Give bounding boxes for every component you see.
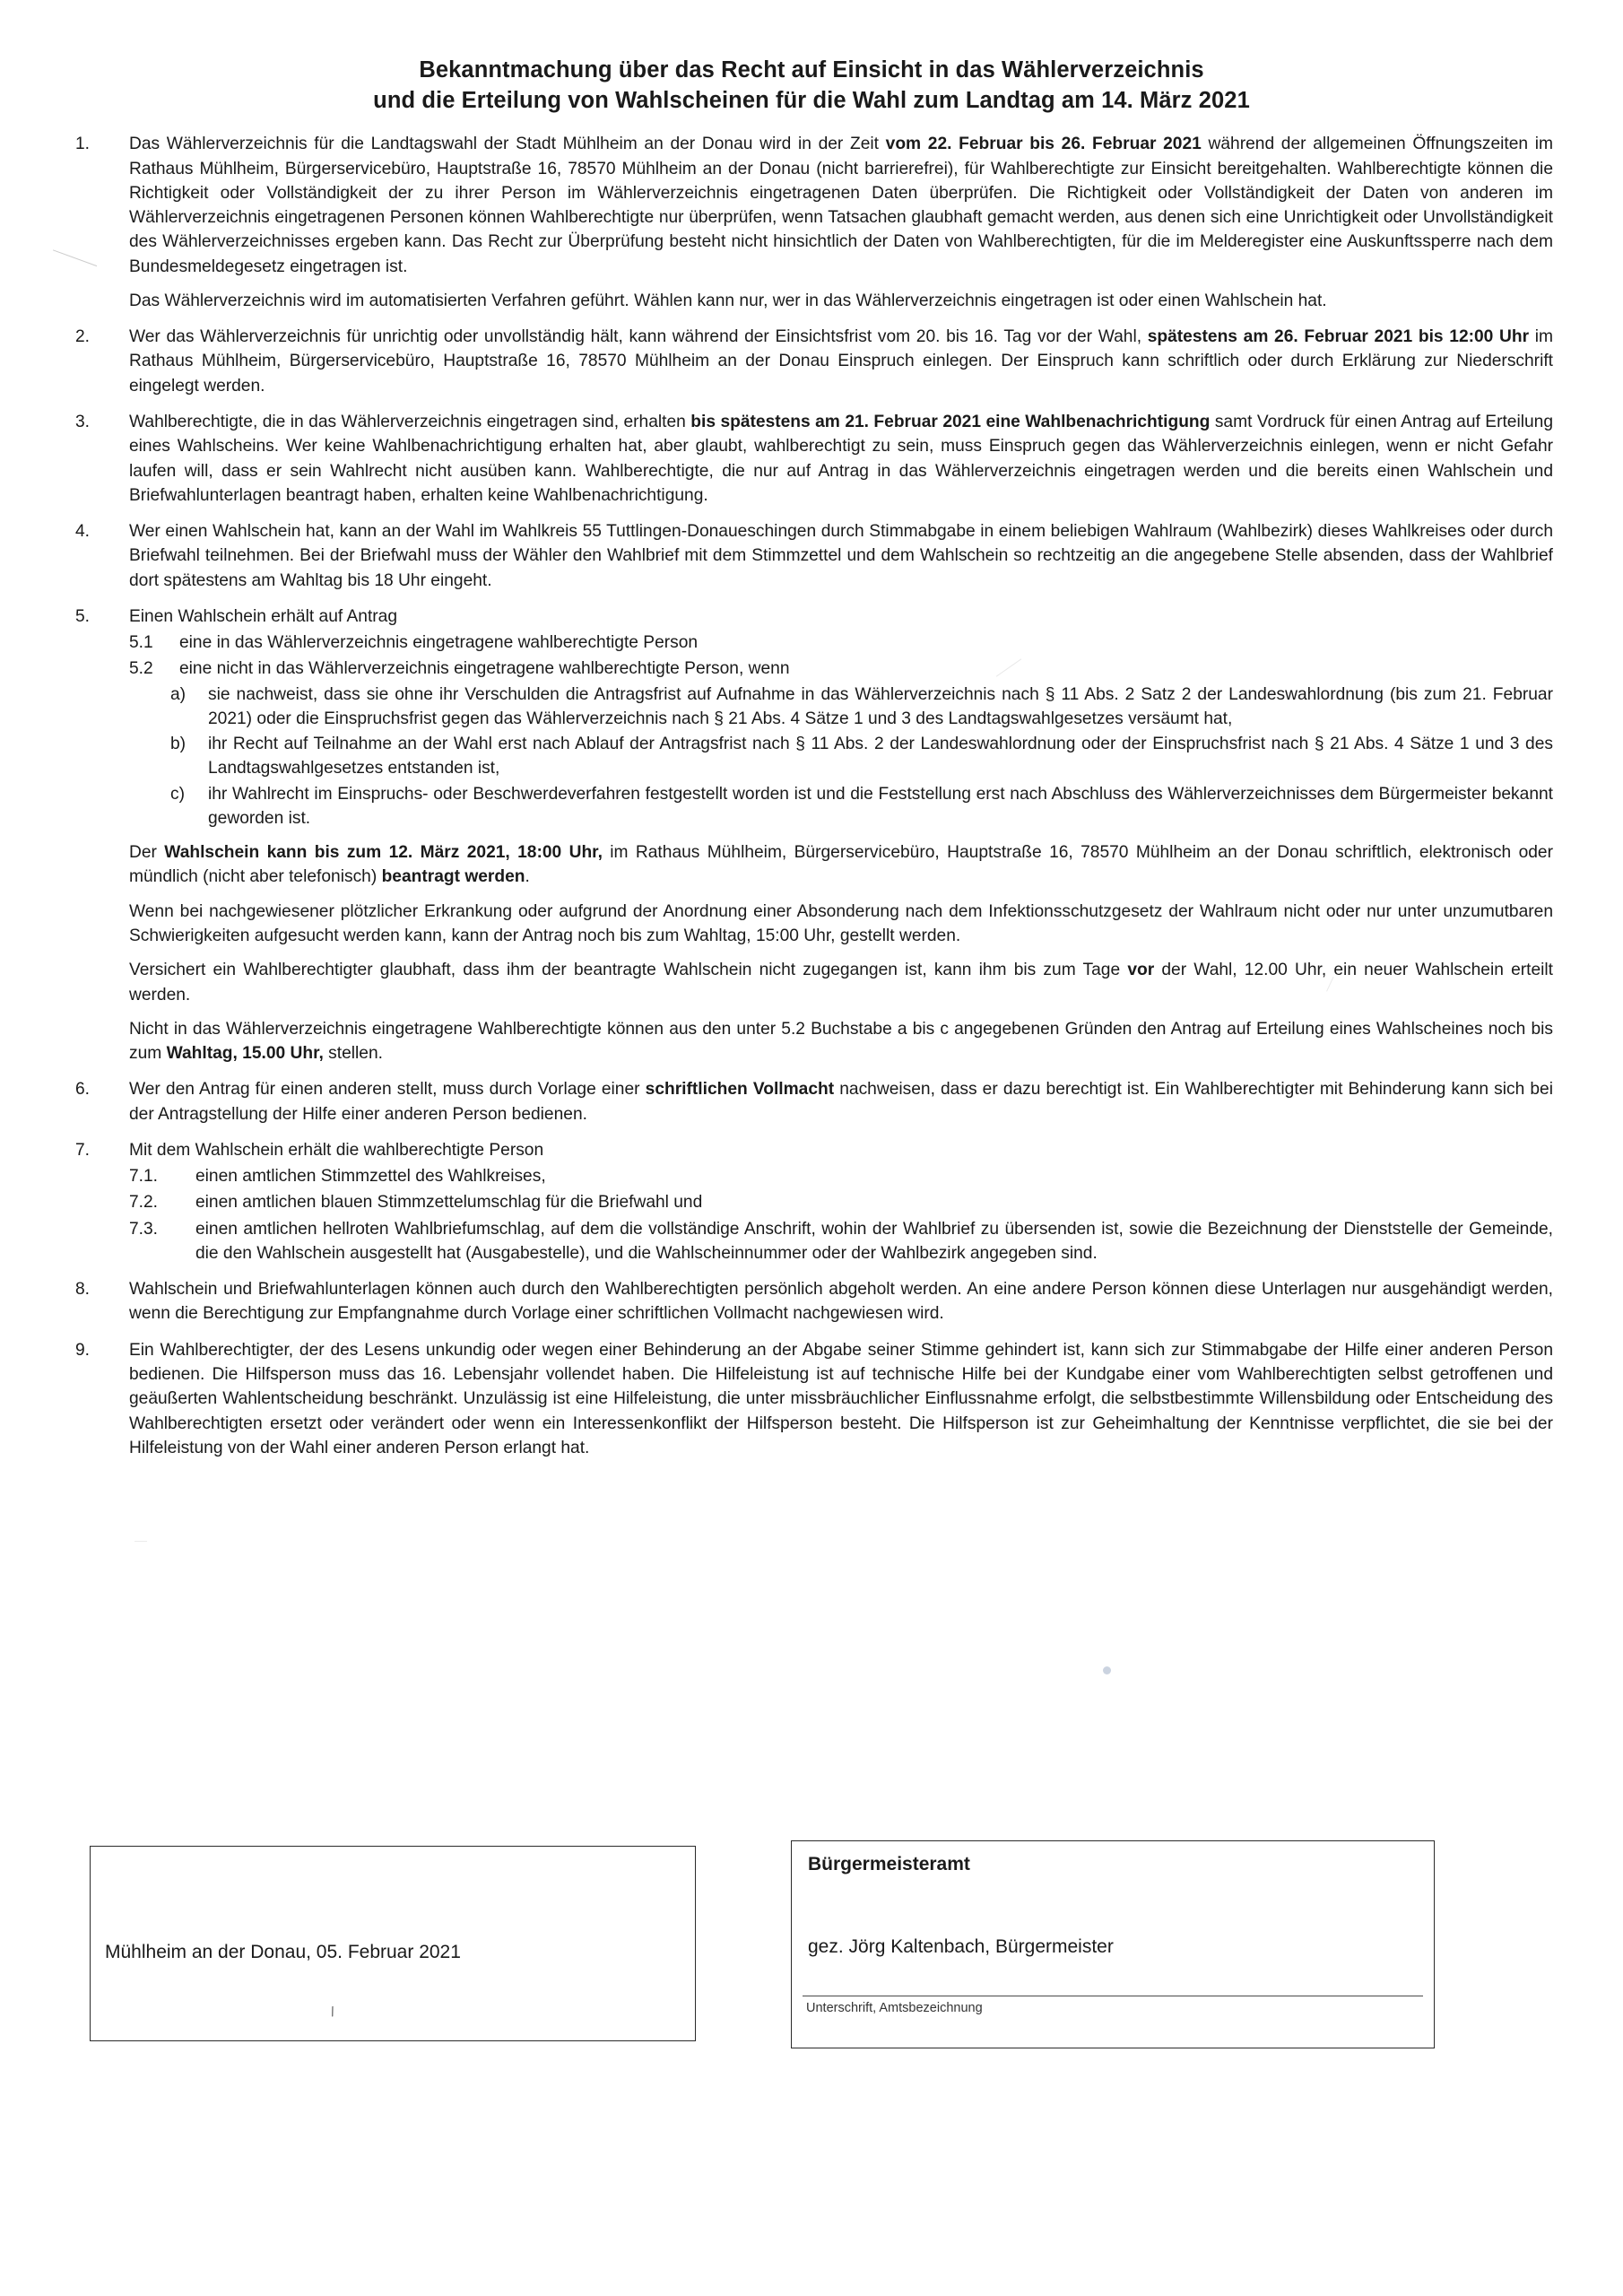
clause (70, 604, 1553, 1066)
scan-artifact-smudge (1103, 1666, 1111, 1674)
clause-body (129, 604, 1553, 1066)
sub-item-text: einen amtlichen hellroten Wahlbriefumschlag, auf dem die vollständige Anschrift, wohin der Wahlbrief zu übersenden ist, sowie die Bezeichnung der Dienststelle der Gemeinde, die den Wahlschein ausgestellt hat (Ausgabestelle), und die Wahlscheinnummer oder der Wahlbezirk angegeben sind. (195, 1219, 1553, 1263)
signature-box-place (90, 1846, 696, 2041)
sub-item-text: einen amtlichen Stimmzettel des Wahlkreises, (195, 1167, 546, 1187)
clause-number: 1. (75, 135, 91, 154)
sub-item-number: 5.1 (129, 633, 153, 653)
sub-item-text: eine nicht in das Wählerverzeichnis eingetragene wahlberechtigte Person, wenn (179, 659, 790, 679)
sub-item-alpha (129, 732, 1553, 781)
clause-body (129, 410, 1553, 508)
sub-item-number: 5.2 (129, 659, 153, 679)
sub-item-alpha (129, 782, 1553, 831)
sub-item-number: 7.3. (129, 1219, 159, 1239)
sub-item-alpha-text: ihr Recht auf Teilnahme an der Wahl erst nach Ablauf der Antragsfrist nach § 11 Abs. 2 der Landeswahlordnung oder der Einspruchsfrist nach § 21 Abs. 4 Sätze 1 und 3 des Landtagswahlgesetzes entstanden ist, (208, 735, 1553, 778)
handwritten-mark: / (329, 2004, 337, 2021)
clause-paragraph: Ein Wahlberechtigter, der des Lesens unkundig oder wegen einer Behinderung an der Abgabe seiner Stimme gehindert ist, kann sich zur Stimmabgabe der Hilfe einer anderen Person bedienen. Die Hilfsperson muss das 16. Lebensjahr vollendet haben. Die Hilfeleistung ist auf technische Hilfe bei der Kundgabe einer vom Wahlberechtigten selbst getroffenen und geäußerten Wahlentscheidung beschränkt. Unzulässig ist eine Hilfeleistung, die unter missbräuchlicher Einflussnahme erfolgt, die selbstbestimmte Willensbildung oder Entscheidung des Wahlberechtigten ersetzt oder verändert oder wenn ein Interessenkonflikt der Hilfsperson besteht. Die Hilfsperson ist zur Geheimhaltung der Kenntnisse verpflichtet, die sie bei der Hilfeleistung von der Wahl einer anderen Person erlangt hat. (129, 1340, 1553, 1457)
signature-caption: Unterschrift, Amtsbezeichnung (806, 2001, 983, 2015)
sub-item (129, 1190, 1553, 1214)
clause (70, 1338, 1553, 1460)
clause-paragraph: Versichert ein Wahlberechtigter glaubhaft, dass ihm der beantragte Wahlschein nicht zugegangen ist, kann ihm bis zum Tage vor der Wahl, 12.00 Uhr, ein neuer Wahlschein erteilt werden. (129, 961, 1554, 1004)
clause-number: 6. (75, 1080, 91, 1100)
office-heading: Bürgermeisteramt (808, 1854, 970, 1874)
sub-item (129, 1217, 1553, 1266)
clause-paragraph: Nicht in das Wählerverzeichnis eingetragene Wahlberechtigte können aus den unter 5.2 Buchstabe a bis c angegebenen Gründen den Antrag auf Erteilung eines Wahlscheines noch bis zum Wahltag, 15.00 Uhr, stellen. (129, 1019, 1553, 1064)
sub-item-number: 7.1. (129, 1167, 159, 1187)
clause-paragraph: Wenn bei nachgewiesener plötzlicher Erkrankung oder aufgrund der Anordnung einer Absonderung nach dem Infektionsschutzgesetz der Wahlraum nicht oder nur unter unzumutbaren Schwierigkeiten aufgesucht werden kann, kann der Antrag noch bis zum Wahltag, 15:00 Uhr, gestellt werden. (129, 901, 1553, 946)
signature-row (90, 1840, 1533, 2047)
clause-body (129, 1077, 1553, 1126)
clause-number: 8. (75, 1280, 91, 1300)
sub-item-alpha-label: c) (170, 784, 185, 804)
sub-item-number: 7.2. (129, 1193, 159, 1213)
sub-item-text: einen amtlichen blauen Stimmzettelumschlag für die Briefwahl und (195, 1193, 703, 1213)
clause-number: 9. (75, 1340, 91, 1360)
clause-number: 3. (75, 412, 91, 431)
clause-body (129, 519, 1553, 593)
clause-list (70, 132, 1553, 1460)
clause (70, 1277, 1553, 1326)
clause-body (129, 1138, 1553, 1265)
title-line-1: Bekanntmachung über das Recht auf Einsicht in das Wählerverzeichnis (419, 57, 1204, 83)
signature-box-office (791, 1840, 1435, 2048)
clause-intro: Mit dem Wahlschein erhält die wahlberechtigte Person (129, 1140, 544, 1160)
clause-intro: Einen Wahlschein erhält auf Antrag (129, 606, 398, 626)
scan-artifact-dot (135, 1541, 147, 1554)
title-line-2: und die Erteilung von Wahlscheinen für die Wahl zum Landtag am 14. März 2021 (373, 87, 1250, 113)
clause-number: 7. (75, 1140, 91, 1160)
clause-paragraph: Wer den Antrag für einen anderen stellt, muss durch Vorlage einer schriftlichen Vollmacht nachweisen, dass er dazu berechtigt ist. Ein Wahlberechtigter mit Behinderung kann sich bei der Antragstellung der Hilfe einer anderen Person bedienen. (129, 1080, 1553, 1124)
clause-paragraph: Der Wahlschein kann bis zum 12. März 2021, 18:00 Uhr, im Rathaus Mühlheim, Bürgerservicebüro, Hauptstraße 16, 78570 Mühlheim an der Donau schriftlich, elektronisch oder mündlich (nicht aber telefonisch) beantragt werden. (129, 843, 1553, 887)
sub-item-text: eine in das Wählerverzeichnis eingetragene wahlberechtigte Person (179, 633, 699, 653)
signed-by: gez. Jörg Kaltenbach, Bürgermeister (808, 1936, 1114, 1957)
clause (70, 1077, 1553, 1126)
sub-item (129, 1164, 1553, 1188)
clause-body (129, 132, 1553, 313)
clause (70, 1138, 1553, 1265)
clause (70, 519, 1553, 593)
clause (70, 410, 1553, 508)
clause-paragraph: Das Wählerverzeichnis wird im automatisierten Verfahren geführt. Wählen kann nur, wer in das Wählerverzeichnis eingetragen ist oder einen Wahlschein hat. (129, 291, 1327, 310)
sub-item-alpha-text: ihr Wahlrecht im Einspruchs- oder Beschwerdeverfahren festgestellt worden ist und die Feststellung erst nach Abschluss des Wählerverzeichnisses dem Bürgermeister bekannt geworden ist. (208, 784, 1553, 828)
clause-body (129, 1277, 1553, 1326)
spacer (129, 831, 1553, 840)
clause-number: 5. (75, 606, 91, 626)
clause-body (129, 1338, 1553, 1460)
clause-paragraph: Wahlschein und Briefwahlunterlagen können auch durch den Wahlberechtigten persönlich abgeholt werden. An eine andere Person können diese Unterlagen nur ausgehändigt werden, wenn die Berechtigung zur Empfangnahme durch Vorlage einer schriftlichen Vollmacht nachgewiesen wird. (129, 1280, 1553, 1324)
clause-paragraph: Wer das Wählerverzeichnis für unrichtig oder unvollständig hält, kann während der Einsichtsfrist vom 20. bis 16. Tag vor der Wahl, spätestens am 26. Februar 2021 bis 12:00 Uhr im Rathaus Mühlheim, Bürgerservicebüro, Hauptstraße 16, 78570 Mühlheim an der Donau Einspruch einlegen. Der Einspruch kann schriftlich oder durch Erklärung zur Niederschrift eingelegt werden. (129, 327, 1554, 396)
document-sheet (70, 56, 1553, 1472)
clause-number: 4. (75, 522, 91, 542)
page-title (70, 56, 1553, 116)
sub-item-alpha-text: sie nachweist, dass sie ohne ihr Verschulden die Antragsfrist auf Aufnahme in das Wählerverzeichnis nach § 11 Abs. 2 Satz 2 der Landeswahlordnung (bis zum 21. Februar 2021) oder die Einspruchsfrist gegen das Wählerverzeichnis nach § 21 Abs. 4 Sätze 1 und 3 des Landtagswahlgesetzes versäumt hat, (208, 684, 1553, 728)
clause-body (129, 325, 1553, 398)
sub-item (129, 657, 1553, 681)
sub-item-alpha (129, 683, 1553, 732)
clause-paragraph: Wer einen Wahlschein hat, kann an der Wahl im Wahlkreis 55 Tuttlingen-Donaueschingen durch Stimmabgabe in einem beliebigen Wahlraum (Wahlbezirk) dieses Wahlkreises oder durch Briefwahl teilnehmen. Bei der Briefwahl muss der Wähler den Wahlbrief mit dem Stimmzettel und dem Wahlschein so rechtzeitig an die angegebene Stelle absenden, dass der Wahlbrief dort spätestens am Wahltag bis 18 Uhr eingeht. (129, 522, 1553, 590)
clause-paragraph: Das Wählerverzeichnis für die Landtagswahl der Stadt Mühlheim an der Donau wird in der Zeit vom 22. Februar bis 26. Februar 2021 während der allgemeinen Öffnungszeiten im Rathaus Mühlheim, Bürgerservicebüro, Hauptstraße 16, 78570 Mühlheim an der Donau (nicht barrierefrei), für Wahlberechtigte zur Einsicht bereitgehalten. Wahlberechtigte können die Richtigkeit oder Vollständigkeit der zu ihrer Person im Wählerverzeichnis eingetragenen Daten überprüfen. Die Richtigkeit oder Vollständigkeit der Daten von anderen im Wählerverzeichnis eingetragenen Personen können Wahlberechtigte nur überprüfen, wenn Tatsachen glaubhaft gemacht werden, aus denen sich eine Unrichtigkeit oder Unvollständigkeit des Wählerverzeichnisses ergeben kann. Das Recht zur Überprüfung besteht nicht hinsichtlich der Daten von Wahlberechtigten, für die im Melderegister eine Auskunftssperre nach dem Bundesmeldegesetz eingetragen ist. (129, 135, 1553, 276)
sub-item-alpha-label: b) (170, 735, 187, 754)
clause-paragraph: Wahlberechtigte, die in das Wählerverzeichnis eingetragen sind, erhalten bis spätestens am 21. Februar 2021 eine Wahlbenachrichtigung samt Vordruck für einen Antrag auf Erteilung eines Wahlscheins. Wer keine Wahlbenachrichtigung erhalten hat, aber glaubt, wahlberechtigt zu sein, muss Einspruch gegen das Wählerverzeichnis einlegen, wenn er nicht Gefahr laufen will, dass er sein Wahlrecht nicht ausüben kann. Wahlberechtigte, die nur auf Antrag in das Wählerverzeichnis eingetragen werden und die bereits einen Wahlschein und Briefwahlunterlagen beantragt haben, erhalten keine Wahlbenachrichtigung. (129, 412, 1553, 505)
place-and-date: Mühlheim an der Donau, 05. Februar 2021 (105, 1942, 461, 1962)
sub-item (129, 631, 1553, 655)
clause (70, 325, 1553, 398)
clause (70, 132, 1553, 313)
clause-number: 2. (75, 327, 91, 347)
sub-item-alpha-label: a) (170, 684, 187, 704)
